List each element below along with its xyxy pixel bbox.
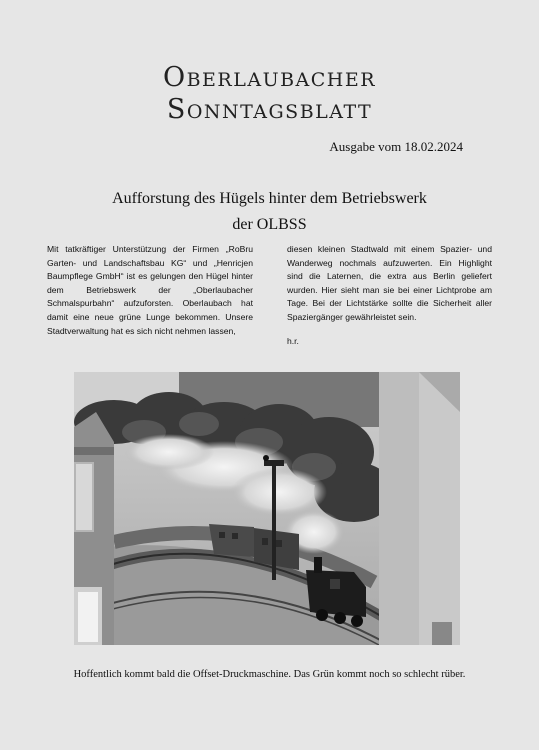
issue-date: Ausgabe vom 18.02.2024 xyxy=(329,139,463,154)
article-photo xyxy=(74,372,460,645)
headline-line-2: der OLBSS xyxy=(232,216,307,233)
article-column-right xyxy=(287,243,492,348)
headline-line-1: Aufforstung des Hügels hinter dem Betriebswerk xyxy=(112,190,427,207)
article-signature: h.r. xyxy=(287,335,299,346)
article-text-left: Mit tatkräftiger Unterstützung der Firmen „RoBru Garten- und Landschaftsbau KG“ und „Henricjen Baumpflege GmbH“ ist es gelungen den Hügel hinter dem Betriebswerk der „Oberlaubacher Schmalspurbahn“ aufzuforsten. Oberlaubach hat damit eine neue grüne Lunge bekommen. Unsere Stadtverwaltung hat es sich nicht nehmen lassen, xyxy=(47,244,253,336)
masthead-line-1: Oberlaubacher xyxy=(162,62,377,93)
article-text-right: diesen kleinen Stadtwald mit einem Spazier- und Wanderweg nochmals aufzuwerten. Ein Highlight sind die Laternen, die extra aus Berlin geliefert wurden. Hier sieht man sie bei einer Lichtprobe am Tage. Bei der Lichtstärke sollte die Sicherheit aller Spaziergänger gewährleistet sein. xyxy=(287,244,492,322)
photo-caption: Hoffentlich kommt bald die Offset-Druckmaschine. Das Grün kommt noch so schlecht rüber. xyxy=(73,669,466,680)
steam-train-photo-illustration xyxy=(74,372,460,645)
article-headline xyxy=(0,186,539,238)
article-column-left xyxy=(47,243,253,338)
masthead xyxy=(0,62,539,126)
masthead-line-2: Sonntagsblatt xyxy=(166,94,373,125)
